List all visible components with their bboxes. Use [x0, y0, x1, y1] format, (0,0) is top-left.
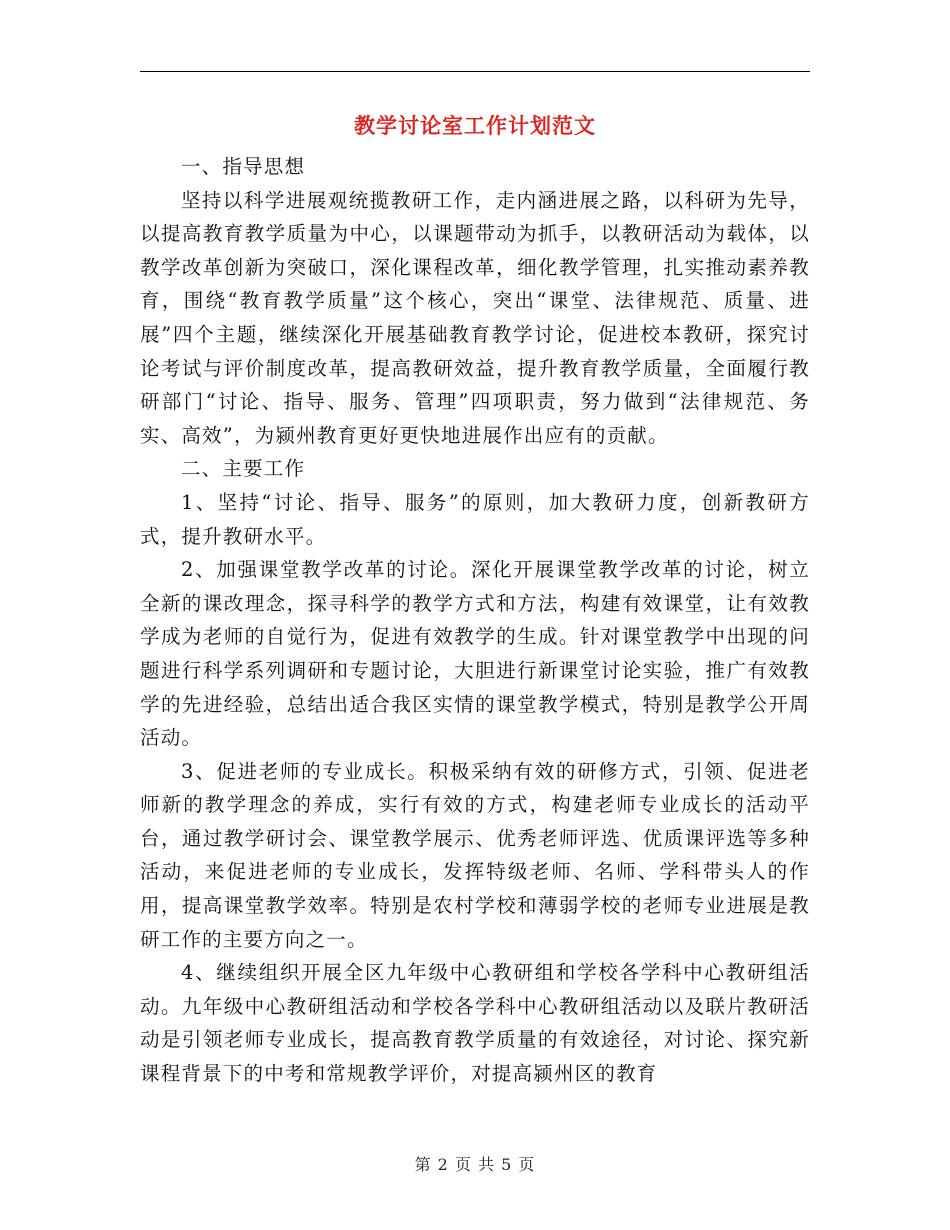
paragraph-guiding-thought: 坚持以科学进展观统揽教研工作，走内涵进展之路，以科研为先导，以提高教育教学质量为中心，以课题带动为抓手，以教研活动为载体，以教学改革创新为突破口，深化课程改革，细化教学管理，扎实推动素养教育，围绕“教育教学质量”这个核心，突出“课堂、法律规范、质量、进展”四个主题，继续深化开展基础教育教学讨论，促进校本教研，探究讨论考试与评价制度改革，提高教研效益，提升教育教学质量，全面履行教研部门“讨论、指导、服务、管理”四项职责，努力做到“法律规范、务实、高效”，为颍州教育更好更快地进展作出应有的贡献。 — [140, 188, 810, 447]
section-heading-main-work: 二、主要工作 — [180, 457, 306, 481]
page-number-footer: 第 2 页 共 5 页 — [414, 1155, 536, 1174]
paragraph-main-work-1: 1、坚持“讨论、指导、服务”的原则，加大教研力度，创新教研方式，提升教研水平。 — [140, 490, 810, 548]
document-body — [140, 150, 810, 1091]
header-rule — [140, 71, 810, 72]
paragraph-main-work-3: 3、促进老师的专业成长。积极采纳有效的研修方式，引领、促进老师新的教学理念的养成，实行有效的方式，构建老师专业成长的活动平台，通过教学研讨会、课堂教学展示、优秀老师评选、优质课评选等多种活动，来促进老师的专业成长，发挥特级老师、名师、学科带头人的作用，提高课堂教学效率。特别是农村学校和薄弱学校的老师专业进展是教研工作的主要方向之一。 — [140, 759, 810, 951]
paragraph-main-work-4: 4、继续组织开展全区九年级中心教研组和学校各学科中心教研组活动。九年级中心教研组活动和学校各学科中心教研组活动以及联片教研活动是引领老师专业成长，提高教育教学质量的有效途径，对讨论、探究新课程背景下的中考和常规教学评价，对提高颍州区的教育 — [140, 961, 810, 1086]
document-title: 教学讨论室工作计划范文 — [354, 113, 596, 138]
paragraph-main-work-2: 2、加强课堂教学改革的讨论。深化开展课堂教学改革的讨论，树立全新的课改理念，探寻科学的教学方式和方法，构建有效课堂，让有效教学成为老师的自觉行为，促进有效教学的生成。针对课堂教学中出现的问题进行科学系列调研和专题讨论，大胆进行新课堂讨论实验，推广有效教学的先进经验，总结出适合我区实情的课堂教学模式，特别是教学公开周活动。 — [140, 558, 810, 750]
section-heading-guiding-thought: 一、指导思想 — [180, 155, 306, 178]
